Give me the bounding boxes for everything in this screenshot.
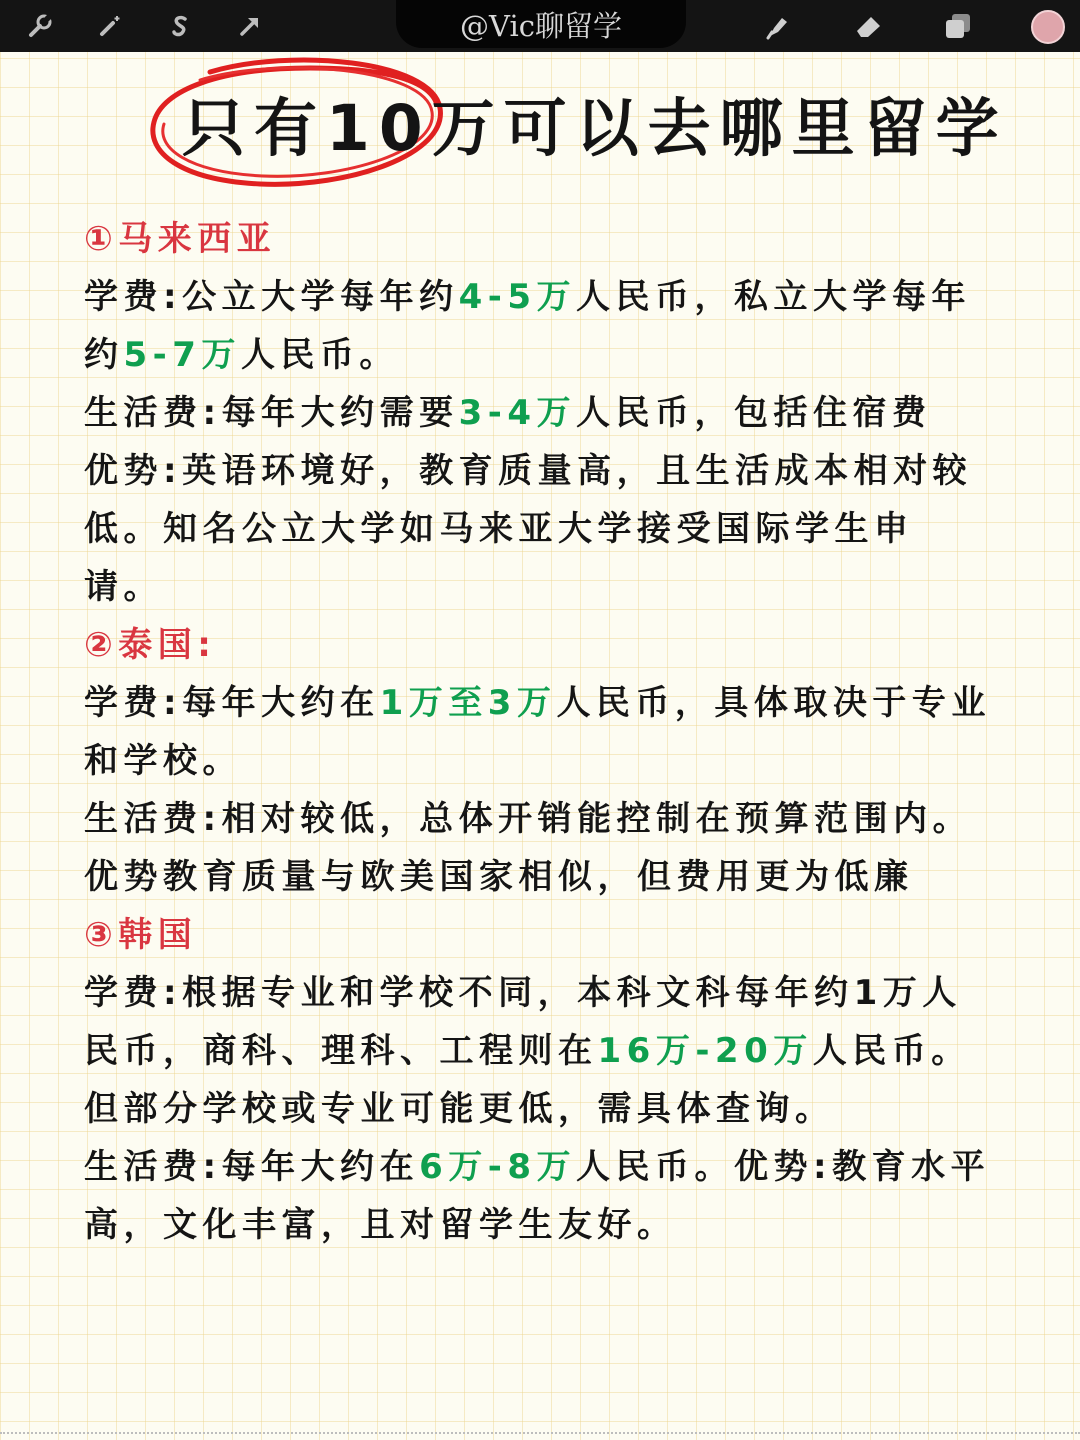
malaysia-advantage-line-1: 优势:英语环境好，教育质量高，且生活成本相对较 (84, 451, 973, 491)
malaysia-tuition-text-a: 公立大学每年约 (182, 277, 459, 317)
thailand-tuition-value: 1万至3万 (379, 683, 557, 723)
korea-living-text-c: 人民币。优势:教育水平 (576, 1147, 991, 1187)
malaysia-tuition-line-2 (84, 326, 1034, 384)
wrench-icon[interactable] (22, 8, 58, 44)
malaysia-private-tuition-value: 5-7万 (123, 335, 241, 375)
thailand-tuition-label: 学费: (84, 683, 183, 723)
malaysia-living-value: 3-4万 (458, 393, 577, 433)
korea-living-line-1 (84, 1138, 1034, 1196)
page-bottom-edge (0, 1432, 1080, 1440)
thailand-tuition-text-a: 每年大约在 (182, 683, 380, 723)
malaysia-living-text-c: 人民币，包括住宿费 (576, 393, 932, 433)
arrow-cursor-icon[interactable] (232, 8, 268, 44)
page-title: 只有10万可以去哪里留学 (182, 92, 1008, 165)
malaysia-tuition-text-f: 人民币。 (240, 335, 399, 375)
eraser-icon[interactable] (850, 8, 886, 44)
brush-icon-glyph (762, 10, 794, 42)
color-swatch[interactable] (1031, 10, 1065, 44)
malaysia-living-line (84, 384, 1034, 442)
korea-living-line-2: 高，文化丰富，且对留学生友好。 (84, 1205, 677, 1245)
section-heading-thailand: ②泰国: (84, 625, 217, 665)
magic-wand-icon[interactable] (92, 8, 128, 44)
layers-icon[interactable] (940, 8, 976, 44)
watermark-handle (396, 0, 686, 48)
thailand-advantage-line: 优势教育质量与欧美国家相似，但费用更为低廉 (84, 857, 914, 897)
notes-body (84, 210, 1034, 1254)
malaysia-advantage-line-2: 低。知名公立大学如马来亚大学接受国际学生申 (84, 509, 914, 549)
thailand-tuition-line-2: 和学校。 (84, 741, 242, 781)
watermark-text: @Vic聊留学 (460, 8, 622, 43)
thailand-living-line: 生活费:相对较低，总体开销能控制在预算范围内。 (84, 799, 973, 839)
korea-living-text-a: 生活费:每年大约在 (84, 1147, 420, 1187)
app-toolbar (0, 0, 1080, 52)
korea-tuition-value: 16万-20万 (597, 1031, 813, 1071)
section-heading-malaysia: ①马来西亚 (84, 219, 277, 259)
korea-tuition-line-1: 学费:根据专业和学校不同，本科文科每年约1万人 (84, 973, 962, 1013)
arrow-cursor-icon-glyph (237, 13, 263, 39)
thailand-tuition-text-c: 人民币，具体取决于专业 (556, 683, 991, 723)
malaysia-tuition-text-d: 约 (84, 335, 124, 375)
layers-icon-glyph (942, 10, 974, 42)
smudge-s-icon-glyph (167, 13, 193, 39)
malaysia-tuition-label: 学费: (84, 277, 183, 317)
korea-tuition-line-3: 但部分学校或专业可能更低，需具体查询。 (84, 1089, 835, 1129)
korea-tuition-line-2 (84, 1022, 1034, 1080)
korea-living-value: 6万-8万 (419, 1147, 577, 1187)
malaysia-tuition-text-c: 人民币，私立大学每年 (576, 277, 972, 317)
smudge-s-icon[interactable] (162, 8, 198, 44)
section-heading-korea: ③韩国 (84, 915, 198, 955)
korea-tuition-text-c: 人民币。 (812, 1031, 971, 1071)
eraser-icon-glyph (851, 11, 885, 41)
malaysia-tuition-line-1 (84, 268, 1034, 326)
magic-wand-icon-glyph (97, 13, 123, 39)
korea-tuition-text-a: 民币，商科、理科、工程则在 (84, 1031, 598, 1071)
malaysia-living-text-a: 每年大约需要 (221, 393, 459, 433)
malaysia-public-tuition-value: 4-5万 (458, 277, 577, 317)
brush-icon[interactable] (760, 8, 796, 44)
malaysia-advantage-line-3: 请。 (84, 567, 163, 607)
wrench-icon-glyph (27, 13, 53, 39)
thailand-tuition-line-1 (84, 674, 1034, 732)
malaysia-living-label: 生活费: (84, 393, 222, 433)
